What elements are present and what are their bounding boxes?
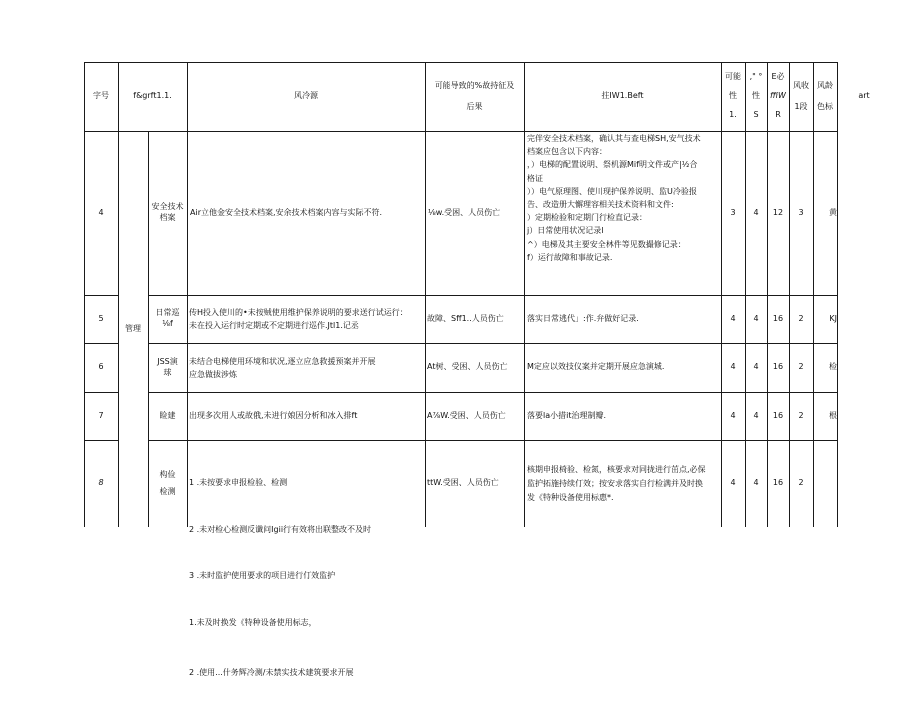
- row-5-risk-level: 2: [798, 313, 804, 323]
- row-7-source: 出现多次用人或故俄,未进行娘因分析和冰入排ft: [189, 410, 358, 420]
- row-8-severity: 4: [753, 478, 759, 488]
- row-5-likelihood: 4: [730, 313, 736, 323]
- row-4-risk-value: 12: [772, 207, 784, 217]
- row-5-severity: 4: [753, 313, 759, 323]
- header-severity: ," ° 性 S: [749, 72, 763, 119]
- row-5-risk-value: 16: [772, 313, 784, 323]
- row-6-item: JSS演 球: [157, 356, 178, 377]
- header-no: 字号: [93, 91, 109, 101]
- row-5-risk-color: KJ: [829, 313, 837, 323]
- row-5-measures: 落实日常逃代」:作.弁做好记录.: [527, 313, 639, 323]
- header-risk-value: E必 ffiW R: [770, 72, 786, 119]
- row-6-consequence: At树、受困、人员伤亡: [427, 362, 508, 372]
- header-risk-level: 风收 1段: [793, 80, 809, 111]
- row-8-item: 构俭 检测: [159, 469, 176, 496]
- row-6-risk-color: 检: [829, 362, 837, 372]
- header-consequence: 可能导致的%故持征及 后果: [434, 80, 515, 111]
- row-8-risk-value: 16: [772, 478, 784, 488]
- row-4-no: 4: [98, 207, 104, 217]
- header-extra: art: [858, 91, 870, 101]
- row-7-no: 7: [98, 410, 104, 420]
- row-4-source: Air立他金安全技术档案,安余技术档案内容与实际不符.: [190, 207, 383, 217]
- row-8-no: 8: [98, 478, 104, 488]
- row-6-likelihood: 4: [730, 362, 736, 372]
- header-measures: 拄IW1.Beft: [601, 91, 644, 101]
- row-4-risk-level: 3: [798, 207, 804, 217]
- row-7-likelihood: 4: [730, 410, 736, 420]
- row-6-risk-level: 2: [798, 362, 804, 372]
- row-4-likelihood: 3: [730, 207, 736, 217]
- row-8-source: 1 .未按要求申报检验、检测 2 .未对检心检测反谶问Igii行有效将出联整改不及时 3 .未时监护使用要求的项目进行仃效监护 1.未及时换发《特种设备使用标志， 2 .使用...什务辉冷测/未禁实技术建筑要求开展: [189, 478, 372, 677]
- header-risk-source: 风冷源: [294, 91, 318, 101]
- row-7-item: 睑建: [159, 410, 176, 420]
- row-8-risk-color: [813, 440, 837, 527]
- row-5-source: 传H投入使川的•未按贼使用维护保养说明的要求送行试运行： 未在投入运行时定期或不定期进行巡作.Jtl1.记丞: [189, 308, 408, 330]
- group-label-management: 管理: [125, 323, 141, 333]
- row-8-risk-level: 2: [798, 478, 804, 488]
- row-8-consequence: ttW.受困、人员伤亡: [427, 478, 499, 488]
- row-4-severity: 4: [753, 207, 759, 217]
- header-likelihood: 可能 性 1.: [725, 72, 741, 119]
- row-8-likelihood: 4: [730, 478, 736, 488]
- row-7-severity: 4: [753, 410, 759, 420]
- row-4-item: 安全技术 档案: [151, 202, 184, 222]
- row-6-no: 6: [98, 362, 104, 372]
- header-risk-color: 风龄 色标: [817, 80, 833, 111]
- row-8-measures: 核期申报椅验、检氮，核要求对同拢进行茁点,必保 监护拓施持续仃效；按安求落实自行检满并及时换 发《特种设备使用标惠*.: [527, 464, 706, 502]
- row-4-risk-color: 黄: [829, 207, 837, 217]
- row-4-consequence: ⅛w.受困、人员伤亡: [428, 207, 501, 217]
- row-6-severity: 4: [753, 362, 759, 372]
- row-6-risk-value: 16: [772, 362, 784, 372]
- row-7-risk-value: 16: [772, 410, 784, 420]
- row-6-source: 未结合电梯使用环境和状况,逐立应急救援预案并开展 应急做拔涉炼: [189, 356, 376, 379]
- row-7-risk-level: 2: [798, 410, 804, 420]
- row-5-no: 5: [98, 313, 104, 323]
- row-7-risk-color: 根: [829, 410, 837, 420]
- row-6-measures: M定应以效技仪案并定期开展应急演城.: [527, 362, 665, 372]
- row-4-measures: 完伴安全技术档案，确认其与查电梯SH,安气技术 档案应包含以下内容： ，）电梯的配置说明、祭机源Mif明文件或产|½合 格证 ））电气原理图、使川现护保养说明、监U冷验报 告、改造册大懈理容相关技术资料和文件: ）定期检验和定期门行检直记录： j）日常使用状况记录l ^）电梯及其主要安全林件等见数撮修记录： f）运行故障和事故记录.: [527, 134, 701, 262]
- row-5-item: 日常巡 ⅛f: [155, 308, 180, 328]
- header-category: f&grft1.1.: [133, 91, 172, 101]
- row-5-consequence: 故障、Sff1..人员伤亡: [427, 313, 504, 323]
- row-7-measures: 落要la小措it治理制瓣.: [527, 410, 607, 420]
- row-7-consequence: A⅞W.受困、人员伤亡: [427, 410, 506, 420]
